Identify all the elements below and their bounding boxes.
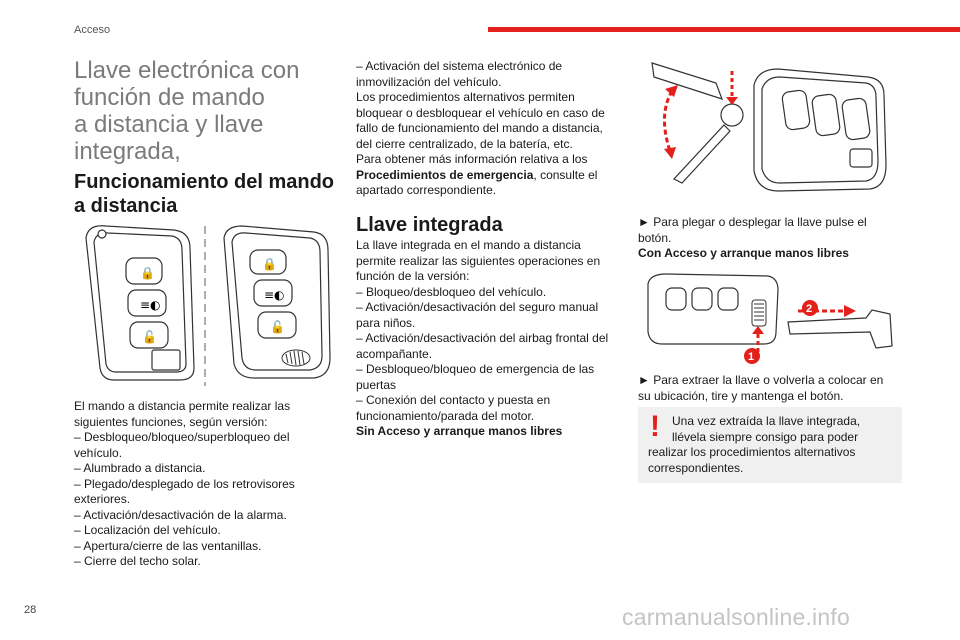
text-line: su ubicación, tire y mantenga el botón. [638, 388, 844, 403]
fold-instruction [638, 215, 902, 262]
fob-button [666, 288, 686, 310]
text-line: – Activación/desactivación del airbag frontal del [356, 331, 609, 345]
text-line: – Desbloqueo/bloqueo de emergencia de las [356, 362, 595, 376]
pull-arrow-head [844, 305, 856, 317]
chapter-title-line: a distancia y llave [74, 111, 264, 138]
key-ring-hole [98, 230, 106, 238]
text-line: funcionamiento/parada del motor. [356, 408, 535, 423]
immobilizer-text [356, 59, 618, 199]
text-line: realizar los procedimientos alternativos [648, 445, 856, 459]
key-blade-folded [652, 63, 722, 99]
text-line: ► Para plegar o desplegar la llave pulse el [638, 215, 867, 229]
text-line: Para obtener más información relativa a los [356, 152, 588, 166]
section-heading-line: Funcionamiento del mando [74, 171, 335, 193]
text-line: – Desbloqueo/bloqueo/superbloqueo del [74, 430, 290, 444]
lock-icon: 🔒 [140, 266, 155, 280]
unlock-icon: 🔓 [142, 330, 157, 344]
button-grip-icon [752, 300, 766, 326]
chapter-title-line: Llave electrónica con [74, 57, 300, 84]
fob-slot [850, 149, 872, 167]
text-line: bloquear o desbloquear el vehículo en caso de [356, 105, 605, 120]
text-line: puertas [356, 377, 397, 392]
key-extract-illustration [638, 270, 902, 368]
text-line: correspondientes. [648, 460, 744, 475]
section-heading [74, 170, 344, 218]
text-line: llévela siempre consigo para poder [672, 429, 859, 444]
chapter-title-line: integrada, [74, 138, 181, 165]
text-line: Una vez extraída la llave integrada, [672, 414, 861, 428]
rotate-arrow-head-top [665, 85, 678, 97]
emergency-procedures-link: Procedimientos de emergencia [356, 167, 534, 182]
subheading-without-keyless: Sin Acceso y arranque manos libres [356, 424, 563, 438]
page-number: 28 [24, 604, 37, 616]
text-line: inmovilización del vehículo. [356, 74, 502, 89]
header-accent-bar [488, 27, 960, 32]
chapter-title [74, 57, 334, 165]
text-line: – Bloqueo/desbloqueo del vehículo. [356, 284, 547, 299]
text-line: exteriores. [74, 492, 131, 506]
rotate-arrow-head-bottom [664, 147, 676, 159]
integrated-key [788, 310, 892, 348]
headlight-icon: ≡◐ [140, 298, 161, 312]
text-line: – Apertura/cierre de las ventanillas. [74, 538, 262, 553]
text-line: del cierre centralizado, de la batería, etc. [356, 136, 573, 151]
warning-icon: ! [650, 410, 660, 443]
text-line: Los procedimientos alternativos permiten [356, 90, 575, 104]
text-line: ► Para extraer la llave o volverla a colocar en [638, 373, 884, 387]
release-button [721, 104, 743, 126]
section-label: Acceso [74, 24, 111, 36]
callout-1: 1 [748, 351, 755, 363]
headlight-icon: ≡◐ [264, 288, 285, 302]
text-line: vehículo. [74, 445, 123, 460]
remote-key-illustration [74, 218, 334, 388]
subheading-keyless: Con Acceso y arranque manos libres [638, 246, 849, 260]
text-line: – Cierre del techo solar. [74, 554, 201, 568]
lock-icon: 🔒 [262, 257, 277, 271]
text-line: – Alumbrado a distancia. [74, 461, 206, 475]
text-line: – Plegado/desplegado de los retrovisores [74, 476, 295, 491]
press-arrow-head [726, 97, 738, 105]
text-line: – Activación del sistema electrónico de [356, 59, 563, 73]
fob-button [811, 94, 840, 137]
remote-functions-text [74, 399, 336, 570]
text-line: – Activación/desactivación de la alarma. [74, 507, 287, 522]
key-slot [152, 350, 180, 370]
fob-button [841, 98, 870, 141]
key-blade-open [674, 125, 730, 183]
text-line: – Activación/desactivación del seguro manual [356, 300, 599, 314]
chapter-title-line: función de mando [74, 84, 265, 111]
text-line: – Localización del vehículo. [74, 523, 221, 537]
text-line [356, 168, 618, 184]
unlock-icon: 🔓 [270, 320, 285, 334]
key-fold-illustration [638, 55, 898, 205]
button-grip-icon [282, 350, 310, 366]
text-line: El mando a distancia permite realizar las [74, 399, 291, 413]
warning-text [648, 410, 894, 476]
text-line: La llave integrada en el mando a distancia [356, 238, 581, 252]
watermark: carmanualsonline.info [622, 604, 850, 630]
integrated-key-text [356, 238, 618, 440]
fob-button [781, 90, 810, 131]
section-heading-line: a distancia [74, 195, 178, 217]
text-line: fallo de funcionamiento del mando a distancia, [356, 121, 603, 135]
rotate-arrow [664, 91, 672, 151]
text-line: permite realizar las siguientes operaciones en [356, 253, 601, 268]
text-line: función de la versión: [356, 269, 470, 283]
fob-button [718, 288, 738, 310]
callout-2: 2 [806, 303, 813, 315]
text-line: para niños. [356, 315, 416, 330]
text-line: botón. [638, 230, 672, 245]
text-line: acompañante. [356, 346, 433, 361]
text-line: apartado correspondiente. [356, 183, 497, 197]
text-line: – Conexión del contacto y puesta en [356, 393, 551, 407]
text-span: , consulte el [533, 167, 598, 182]
text-line: siguientes funciones, según versión: [74, 414, 268, 429]
extract-instruction [638, 373, 902, 404]
fob-button [692, 288, 712, 310]
section-heading-integrated-key: Llave integrada [356, 214, 503, 236]
